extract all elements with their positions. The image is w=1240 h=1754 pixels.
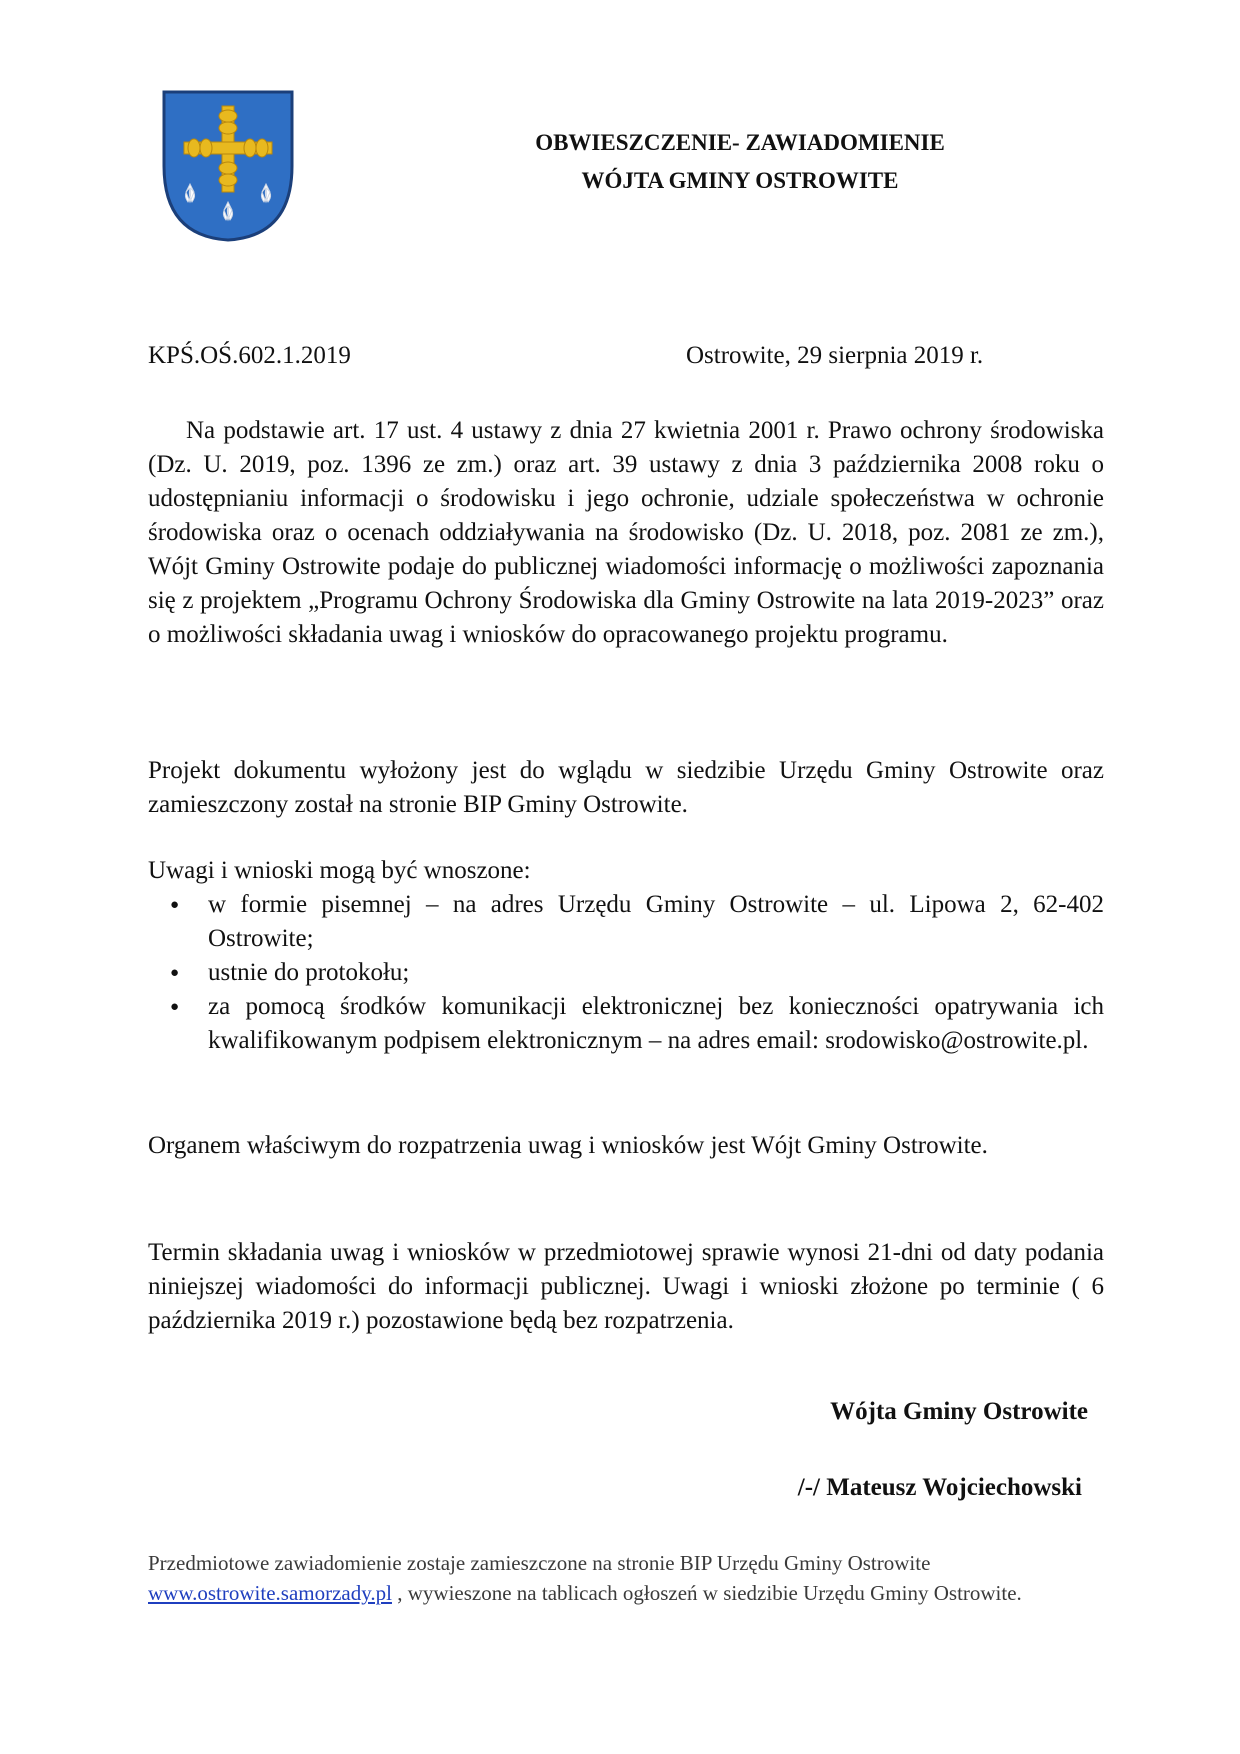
signature-title: Wójta Gminy Ostrowite bbox=[830, 1398, 1088, 1425]
document-header bbox=[480, 124, 1000, 200]
footer-text-after: , wywieszone na tablicach ogłoszeń w siedzibie Urzędu Gminy Ostrowite. bbox=[391, 1581, 1022, 1605]
coat-of-arms-icon bbox=[160, 88, 296, 244]
footer-link[interactable]: www.ostrowite.samorzady.pl bbox=[148, 1581, 392, 1605]
signature-name: /-/ Mateusz Wojciechowski bbox=[797, 1474, 1082, 1501]
document-date: Ostrowite, 29 sierpnia 2019 r. bbox=[686, 342, 984, 369]
submission-methods-list bbox=[148, 888, 1104, 1058]
paragraph-legal-basis: Na podstawie art. 17 ust. 4 ustawy z dnia 27 kwietnia 2001 r. Prawo ochrony środowiska (Dz. U. 2019, poz. 1396 ze zm.) oraz art. 39 ustawy z dnia 3 października 2008 roku o udostępnianiu informacji o środowisku i jego ochronie, udziale społeczeństwa w ochronie środowiska oraz o ocenach oddziaływania na środowisko (Dz. U. 2018, poz. 2081 ze zm.), Wójt Gminy Ostrowite podaje do publicznej wiadomości informację o możliwości zapoznania się z projektem „Programu Ochrony Środowiska dla Gminy Ostrowite na lata 2019-2023” oraz o możliwości składania uwag i wniosków do opracowanego projektu programu. bbox=[148, 417, 1104, 648]
footer-text-before: Przedmiotowe zawiadomienie zostaje zamieszczone na stronie BIP Urzędu Gminy Ostrowite bbox=[148, 1551, 931, 1575]
header-line-2: WÓJTA GMINY OSTROWITE bbox=[581, 168, 899, 193]
list-item: ● za pomocą środków komunikacji elektronicznej bez konieczności opatrywania ich kwalifikowanym podpisem elektronicznym – na adres email: srodowisko@ostrowite.pl. bbox=[148, 990, 1104, 1058]
paragraph-submission-intro: Uwagi i wnioski mogą być wnoszone: bbox=[148, 857, 531, 884]
paragraph-competent-authority: Organem właściwym do rozpatrzenia uwag i wniosków jest Wójt Gminy Ostrowite. bbox=[148, 1132, 988, 1159]
list-item: ● ustnie do protokołu; bbox=[148, 956, 1104, 990]
footer-note bbox=[148, 1548, 1098, 1608]
paragraph-deadline: Termin składania uwag i wniosków w przedmiotowej sprawie wynosi 21-dni od daty podania niniejszej wiadomości do informacji publicznej. Uwagi i wnioski złożone po terminie ( 6 października 2019 r.) pozostawione będą bez rozpatrzenia. bbox=[148, 1239, 1104, 1334]
reference-number: KPŚ.OŚ.602.1.2019 bbox=[148, 342, 351, 369]
paragraph-document-availability: Projekt dokumentu wyłożony jest do wglądu w siedzibie Urzędu Gminy Ostrowite oraz zamieszczony został na stronie BIP Gminy Ostrowite. bbox=[148, 757, 1104, 818]
list-item: ● w formie pisemnej – na adres Urzędu Gminy Ostrowite – ul. Lipowa 2, 62-402 Ostrowite; bbox=[148, 888, 1104, 956]
header-line-1: OBWIESZCZENIE- ZAWIADOMIENIE bbox=[535, 130, 945, 155]
